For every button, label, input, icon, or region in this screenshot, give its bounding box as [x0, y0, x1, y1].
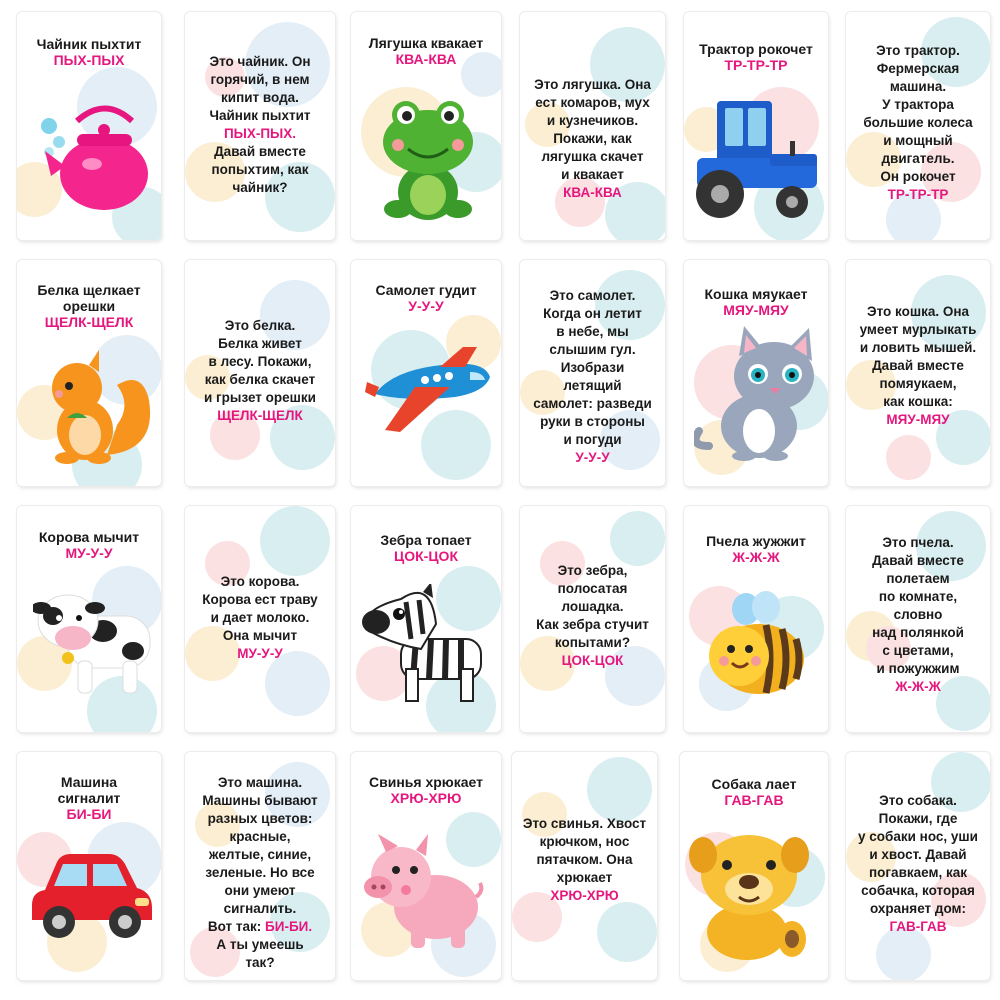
card-zebra[interactable]	[351, 506, 501, 732]
sound-word: МЯУ-МЯУ	[886, 412, 950, 427]
sound-word: ТР-ТР-ТР	[724, 57, 788, 73]
sound-word: ХРЮ-ХРЮ	[390, 790, 462, 806]
sound-word: ПЫХ-ПЫХ	[53, 52, 125, 68]
card-title: Белка щелкает орешки ЩЕЛК-ЩЕЛК	[23, 282, 155, 330]
sound-word: ГАВ-ГАВ	[724, 792, 784, 808]
card-text: Это самолет. Когда он летит в небе, мы слышим гул. Изобрази летящий самолет: разведи руки в стороны и погуди У-У-У	[526, 287, 659, 467]
sound-word: КВА-КВА	[395, 51, 457, 67]
bee-icon	[704, 591, 809, 696]
sound-word: ЩЕЛК-ЩЕЛК	[44, 314, 134, 330]
sound-word: ГАВ-ГАВ	[889, 919, 947, 934]
sound-word: МУ-У-У	[237, 646, 283, 661]
card-dog-text[interactable]	[846, 752, 990, 980]
card-squirrel-text[interactable]	[185, 260, 335, 486]
card-frog[interactable]	[351, 12, 501, 240]
kettle-icon	[37, 96, 152, 221]
card-text: Это кошка. Она умеет мурлыкать и ловить мышей. Давай вместе помяукаем, как кошка: МЯУ-МЯУ	[852, 303, 984, 429]
sound-word: ПЫХ-ПЫХ.	[223, 126, 297, 141]
card-title: Кошка мяукает МЯУ-МЯУ	[690, 286, 822, 318]
card-title: Собака лает ГАВ-ГАВ	[686, 776, 822, 808]
sound-word: ЦОК-ЦОК	[394, 548, 458, 564]
card-title: Корова мычит МУ-У-У	[23, 529, 155, 561]
card-title: Машина сигналит БИ-БИ	[23, 774, 155, 822]
card-bee[interactable]	[684, 506, 828, 732]
card-pig-text[interactable]	[512, 752, 657, 980]
card-kettle[interactable]	[17, 12, 161, 240]
card-text: Это свинья. Хвост крючком, нос пятачком. Она хрюкает ХРЮ-ХРЮ	[518, 815, 651, 905]
sound-word: КВА-КВА	[563, 185, 622, 200]
card-title: Лягушка квакает КВА-КВА	[357, 35, 495, 67]
frog-icon	[378, 97, 478, 222]
pig-icon	[356, 832, 486, 952]
card-cow[interactable]	[17, 506, 161, 732]
card-title: Зебра топает ЦОК-ЦОК	[357, 532, 495, 564]
card-car[interactable]	[17, 752, 161, 980]
sound-word: У-У-У	[408, 298, 444, 314]
cow-icon	[33, 586, 158, 701]
card-frog-text[interactable]	[520, 12, 665, 240]
zebra-icon	[361, 584, 491, 704]
card-text: Это собака. Покажи, где у собаки нос, уши и хвост. Давай погавкаем, как собачка, которая охраняет дом: ГАВ-ГАВ	[852, 792, 984, 936]
card-zebra-text[interactable]	[520, 506, 665, 732]
card-text: Это зебра, полосатая лошадка. Как зебра стучит копытами? ЦОК-ЦОК	[526, 562, 659, 670]
card-text: Это машина. Машины бывают разных цветов: красные, желтые, синие, зеленые. Но все они умеют сигналить. Вот так: БИ-БИ. А ты умеешь так?	[202, 775, 318, 970]
sound-word: МУ-У-У	[65, 545, 113, 561]
sound-word: ХРЮ-ХРЮ	[550, 888, 619, 903]
squirrel-icon	[37, 350, 157, 465]
tractor-icon	[692, 96, 822, 221]
sound-word: ЩЕЛК-ЩЕЛК	[217, 408, 303, 423]
dog-icon	[687, 827, 817, 962]
sound-word: БИ-БИ	[66, 806, 112, 822]
card-plane-text[interactable]	[520, 260, 665, 486]
card-cat-text[interactable]	[846, 260, 990, 486]
card-title: Пчела жужжит Ж-Ж-Ж	[690, 533, 822, 565]
sound-word: ЦОК-ЦОК	[561, 653, 624, 668]
card-plane[interactable]	[351, 260, 501, 486]
card-title: Свинья хрюкает ХРЮ-ХРЮ	[357, 774, 495, 806]
card-bee-text[interactable]	[846, 506, 990, 732]
card-text: Это чайник. Он горячий, в нем кипит вода. Чайник пыхтит ПЫХ-ПЫХ. Давай вместе попыхтим, как чайник?	[191, 53, 329, 197]
card-tractor-text[interactable]	[846, 12, 990, 240]
sound-word: БИ-БИ.	[265, 919, 313, 934]
card-title: Самолет гудит У-У-У	[357, 282, 495, 314]
card-cat[interactable]	[684, 260, 828, 486]
card-text: Это трактор. Фермерская машина. У трактора большие колеса и мощный двигатель. Он рокочет ТР-ТР-ТР	[852, 42, 984, 204]
sound-word: ТР-ТР-ТР	[887, 187, 949, 202]
cat-icon	[694, 326, 819, 461]
card-text: Это пчела. Давай вместе полетаем по комнате, словно над полянкой с цветами, и пожужжим Ж-Ж-Ж	[852, 534, 984, 696]
sound-word: У-У-У	[575, 450, 610, 465]
card-text: Это корова. Корова ест траву и дает молоко. Она мычит МУ-У-У	[191, 573, 329, 663]
card-dog[interactable]	[680, 752, 828, 980]
card-pig[interactable]	[351, 752, 501, 980]
card-car-text[interactable]	[185, 752, 335, 980]
car-icon	[27, 850, 157, 945]
card-text: Это белка. Белка живет в лесу. Покажи, как белка скачет и грызет орешки ЩЕЛК-ЩЕЛК	[191, 317, 329, 425]
card-cow-text[interactable]	[185, 506, 335, 732]
sound-word: Ж-Ж-Ж	[732, 549, 780, 565]
card-tractor[interactable]	[684, 12, 828, 240]
card-text: Это лягушка. Она ест комаров, мух и кузнечиков. Покажи, как лягушка скачет и квакает КВА-КВА	[526, 76, 659, 202]
card-squirrel[interactable]	[17, 260, 161, 486]
card-kettle-text[interactable]	[185, 12, 335, 240]
sound-word: Ж-Ж-Ж	[895, 679, 941, 694]
card-title: Чайник пыхтит ПЫХ-ПЫХ	[23, 36, 155, 68]
airplane-icon	[365, 342, 495, 437]
card-title: Трактор рокочет ТР-ТР-ТР	[690, 41, 822, 73]
sound-word: МЯУ-МЯУ	[723, 302, 789, 318]
